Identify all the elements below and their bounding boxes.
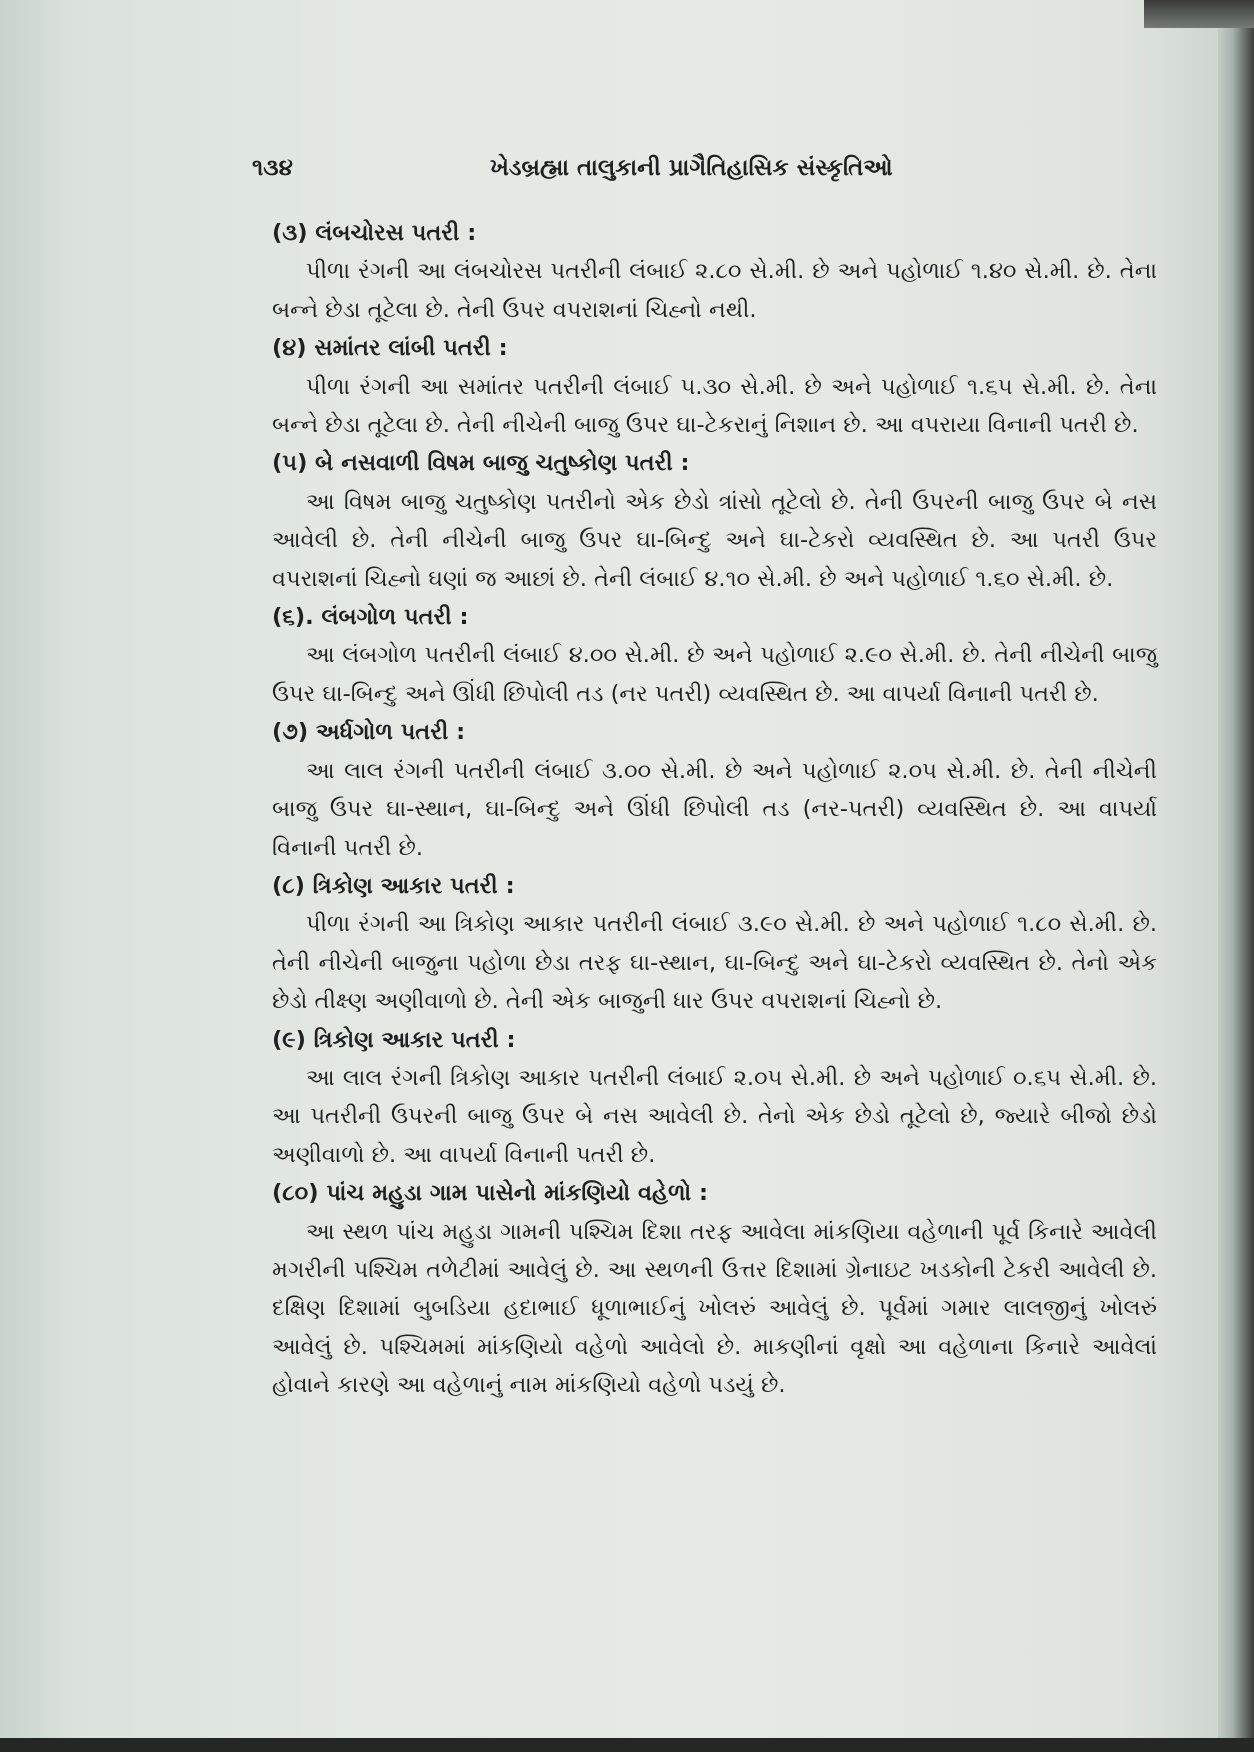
page-corner-shadow bbox=[1144, 0, 1254, 28]
section-heading: (૩) લંબચોરસ પતરી : bbox=[272, 220, 477, 246]
section-heading: (૬). લંબગોળ પતરી : bbox=[272, 604, 469, 631]
section-heading: (૮) ત્રિકોણ આકાર પતરી : bbox=[272, 872, 515, 899]
section-paragraph: પીળા રંગની આ ત્રિકોણ આકાર પતરીની લંબાઈ ૩.૯૦ સે.મી. છે અને પહોળાઈ ૧.૮૦ સે.મી. છે. તેની નીચેની બાજુના પહોળા છેડા તરફ ઘા-સ્થાન, ઘા-બિન્દુ અને ઘા-ટેકરો વ્યવસ્થિત છે. તેનો એક છેડો તીક્ષ્ણ અણીવાળો છે. તેની એક બાજુની ધાર ઉપર વપરાશનાં ચિહ્નો છે. bbox=[272, 911, 1157, 1015]
section-paragraph: આ વિષમ બાજુ ચતુષ્કોણ પતરીનો એક છેડો ત્રાંસો તૂટેલો છે. તેની ઉપરની બાજુ ઉપર બે નસ આવેલી છે. તેની નીચેની બાજુ ઉપર ઘા-બિન્દુ અને ઘા-ટેકરો વ્યવસ્થિત છે. આ પતરી ઉપર વપરાશનાં ચિહ્નો ઘણાં જ આછાં છે. તેની લંબાઈ ૪.૧૦ સે.મી. છે અને પહોળાઈ ૧.૬૦ સે.મી. છે. bbox=[272, 488, 1157, 592]
section-heading: (૮૦) પાંચ મહુડા ગામ પાસેનો માંકણિયો વહેળો : bbox=[272, 1180, 708, 1207]
running-title: ખેડબ્રહ્મા તાલુકાની પ્રાગૈતિહાસિક સંસ્કૃતિઓ bbox=[490, 155, 893, 181]
page-edge-right bbox=[1218, 0, 1254, 1752]
page-header bbox=[252, 155, 1152, 191]
section-9 bbox=[272, 1021, 1157, 1175]
page-number: ૧૩૪ bbox=[252, 155, 293, 181]
section-heading: (૭) અર્ધગોળ પતરી : bbox=[272, 719, 466, 746]
section-paragraph: આ લંબગોળ પતરીની લંબાઈ ૪.૦૦ સે.મી. છે અને પહોળાઈ ૨.૯૦ સે.મી. છે. તેની નીચેની બાજુ ઉપર ઘા-બિન્દુ અને ઊંધી છિપોલી તડ (નર પતરી) વ્યવસ્થિત છે. આ વાપર્યા વિનાની પતરી છે. bbox=[272, 642, 1157, 707]
section-paragraph: પીળા રંગની આ સમાંતર પતરીની લંબાઈ ૫.૩૦ સે.મી. છે અને પહોળાઈ ૧.૬૫ સે.મી. છે. તેના બન્ને છેડા તૂટેલા છે. તેની નીચેની બાજુ ઉપર ઘા-ટેકરાનું નિશાન છે. આ વપરાયા વિનાની પતરી છે. bbox=[272, 373, 1157, 439]
section-paragraph: આ સ્થળ પાંચ મહુડા ગામની પશ્ચિમ દિશા તરફ આવેલા માંકણિયા વહેળાની પૂર્વ કિનારે આવેલી મગરીની પશ્ચિમ તળેટીમાં આવેલું છે. આ સ્થળની ઉત્તર દિશામાં ગ્રેનાઇટ ખડકોની ટેકરી આવેલી છે. દક્ષિણ દિશામાં બુબડિયા હદાભાઈ ધૂળાભાઈનું ખોલરું આવેલું છે. પૂર્વમાં ગમાર લાલજીનું ખોલરું આવેલું છે. પશ્ચિમમાં માંકણિયો વહેળો આવેલો છે. માકણીનાં વૃક્ષો આ વહેળાના કિનારે આવેલાં હોવાને કારણે આ વહેળાનું નામ માંકણિયો વહેળો પડયું છે. bbox=[272, 1218, 1157, 1399]
page-edge-bottom bbox=[0, 1738, 1254, 1752]
section-paragraph: પીળા રંગની આ લંબચોરસ પતરીની લંબાઈ ૨.૮૦ સે.મી. છે અને પહોળાઈ ૧.૪૦ સે.મી. છે. તેના બન્ને છેડા તૂટેલા છે. તેની ઉપર વપરાશનાં ચિહ્નો નથી. bbox=[272, 258, 1157, 323]
section-6 bbox=[272, 598, 1157, 713]
section-paragraph: આ લાલ રંગની પતરીની લંબાઈ ૩.૦૦ સે.મી. છે અને પહોળાઈ ૨.૦૫ સે.મી. છે. તેની નીચેની બાજુ ઉપર ઘા-સ્થાન, ઘા-બિન્દુ અને ઊંધી છિપોલી તડ (નર-પતરી) વ્યવસ્થિત છે. આ વાપર્યા વિનાની પતરી છે. bbox=[272, 757, 1157, 861]
section-heading: (૫) બે નસવાળી વિષમ બાજુ ચતુષ્કોણ પતરી : bbox=[272, 450, 690, 477]
section-4 bbox=[272, 329, 1157, 444]
page-body bbox=[272, 214, 1157, 1405]
section-5 bbox=[272, 444, 1157, 598]
section-paragraph: આ લાલ રંગની ત્રિકોણ આકાર પતરીની લંબાઈ ૨.૦૫ સે.મી. છે અને પહોળાઈ ૦.૬૫ સે.મી. છે. આ પતરીની ઉપરની બાજુ ઉપર બે નસ આવેલી છે. તેનો એક છેડો તૂટેલો છે, જ્યારે બીજો છેડો અણીવાળો છે. આ વાપર્યા વિનાની પતરી છે. bbox=[272, 1064, 1157, 1168]
section-heading: (૯) ત્રિકોણ આકાર પતરી : bbox=[272, 1026, 516, 1053]
section-heading: (૪) સમાંતર લાંબી પતરી : bbox=[272, 335, 508, 362]
section-8 bbox=[272, 867, 1157, 1021]
section-3 bbox=[272, 214, 1157, 329]
section-7 bbox=[272, 713, 1157, 867]
section-80 bbox=[272, 1174, 1157, 1404]
